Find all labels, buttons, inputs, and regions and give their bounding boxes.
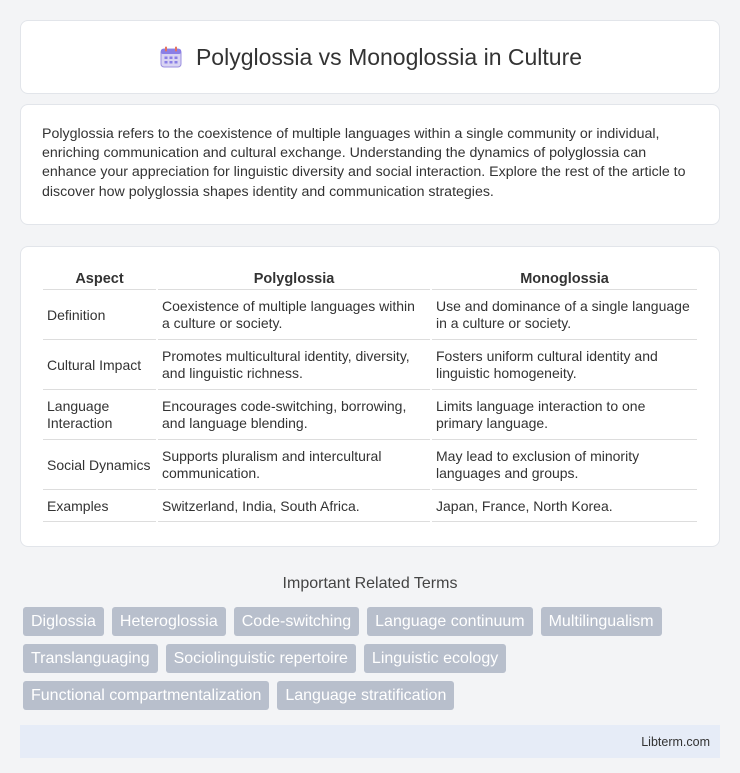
related-terms-title: Important Related Terms: [282, 575, 458, 593]
tag-sociolinguistic-repertoire[interactable]: Sociolinguistic repertoire: [166, 644, 356, 673]
header-polyglossia: Polyglossia: [158, 269, 430, 290]
intro-text: Polyglossia refers to the coexistence of multiple languages within a single community or individual, enriching communication and cultural exchange. Understanding the dynamics of polyglossia can enhance your appreciation for linguistic diversity and social interaction. Explore the rest of the article to discover how polyglossia shapes identity and communication strategies.: [42, 126, 686, 200]
tag-translanguaging[interactable]: Translanguaging: [23, 644, 158, 673]
table-cell-aspect: Definition: [43, 292, 156, 340]
related-terms-list: [20, 607, 680, 710]
tag-language-continuum[interactable]: Language continuum: [367, 607, 532, 636]
table-cell-aspect: Examples: [43, 492, 156, 523]
tag-linguistic-ecology[interactable]: Linguistic ecology: [364, 644, 506, 673]
comparison-table: [41, 267, 699, 525]
table-row: [43, 292, 697, 340]
comparison-table-card: [20, 246, 720, 548]
table-row: [43, 342, 697, 390]
table-row: [43, 442, 697, 490]
table-cell-polyglossia: Supports pluralism and intercultural communication.: [158, 442, 430, 490]
table-cell-aspect: Social Dynamics: [43, 442, 156, 490]
page-title: Polyglossia vs Monoglossia in Culture: [195, 43, 583, 70]
table-cell-monoglossia: Use and dominance of a single language in a culture or society.: [432, 292, 697, 340]
tag-code-switching[interactable]: Code-switching: [234, 607, 359, 636]
tag-functional-compartmentalization[interactable]: Functional compartmentalization: [23, 681, 269, 710]
table-row: [43, 492, 697, 523]
table-cell-polyglossia: Encourages code-switching, borrowing, and language blending.: [158, 392, 430, 440]
calendar-icon: [158, 44, 184, 70]
header-monoglossia: Monoglossia: [432, 269, 697, 290]
tag-diglossia[interactable]: Diglossia: [23, 607, 104, 636]
table-cell-monoglossia: Fosters uniform cultural identity and linguistic homogeneity.: [432, 342, 697, 390]
tag-language-stratification[interactable]: Language stratification: [277, 681, 454, 710]
table-cell-monoglossia: May lead to exclusion of minority languages and groups.: [432, 442, 697, 490]
table-cell-polyglossia: Promotes multicultural identity, diversity, and linguistic richness.: [158, 342, 430, 390]
tag-heteroglossia[interactable]: Heteroglossia: [112, 607, 226, 636]
table-cell-monoglossia: Japan, France, North Korea.: [432, 492, 697, 523]
header-aspect: Aspect: [43, 269, 156, 290]
table-cell-polyglossia: Coexistence of multiple languages within a culture or society.: [158, 292, 430, 340]
table-header-row: [43, 269, 697, 290]
table-cell-monoglossia: Limits language interaction to one primary language.: [432, 392, 697, 440]
footer: [20, 725, 720, 758]
tag-multilingualism[interactable]: Multilingualism: [541, 607, 662, 636]
title-card: [20, 20, 720, 94]
table-cell-aspect: Language Interaction: [43, 392, 156, 440]
table-cell-polyglossia: Switzerland, India, South Africa.: [158, 492, 430, 523]
table-row: [43, 392, 697, 440]
table-cell-aspect: Cultural Impact: [43, 342, 156, 390]
intro-card: [20, 104, 720, 225]
footer-site-link[interactable]: Libterm.com: [641, 734, 710, 749]
